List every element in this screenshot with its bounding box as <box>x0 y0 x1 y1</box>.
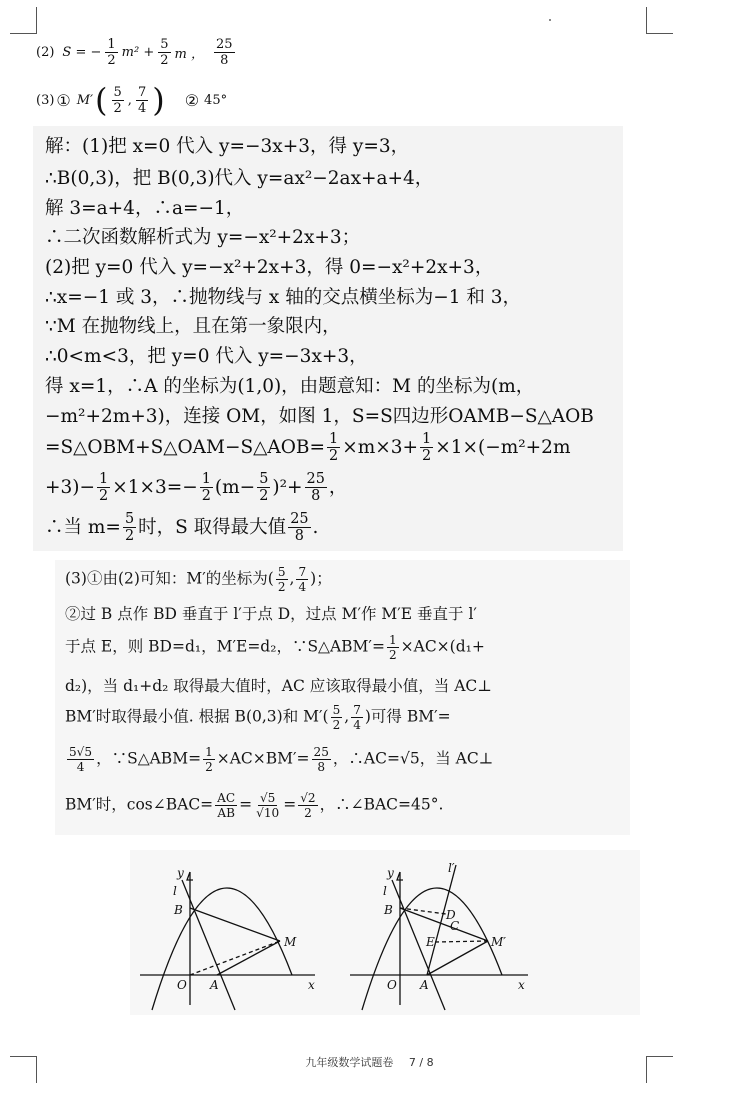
solution-line: ②过 B 点作 BD 垂直于 l′于点 D，过点 M′作 M′E 垂直于 l′ <box>65 605 477 623</box>
comma: , <box>127 92 132 108</box>
answer-2-label: (2) <box>36 45 55 60</box>
fraction: $\frac{1}{2}$ <box>205 745 213 775</box>
fig2-label-a: A <box>420 978 429 992</box>
fraction: $\frac{5}{2}$ <box>160 37 169 68</box>
figure-1-labels <box>173 866 315 992</box>
fig2-label-c: C <box>450 919 460 933</box>
fig2-label-e: E <box>426 935 435 949</box>
fraction: $\frac{√2}{2}$ <box>300 791 316 821</box>
crop-mark-top-right <box>646 7 673 34</box>
fig1-label-m: M <box>284 935 297 949</box>
fraction: $\frac{5}{2}$ <box>124 511 135 545</box>
fig1-label-l: l <box>173 884 177 898</box>
fraction: $\frac{5}{2}$ <box>277 565 286 595</box>
fraction: $\frac{7}{4}$ <box>353 703 361 733</box>
fraction: $\frac{25}{8}$ <box>313 745 329 775</box>
page-footer <box>0 1054 739 1070</box>
fraction: $\frac{25}{8}$ <box>306 471 325 505</box>
segment-am-prime <box>427 941 488 975</box>
fig1-label-o: O <box>177 978 187 992</box>
figures-svg <box>130 850 640 1015</box>
answer-3-m: M′ <box>76 92 94 108</box>
segment-bm <box>190 908 280 941</box>
fig2-label-y: y <box>387 866 394 880</box>
answer-3-angle: 45° <box>204 92 228 108</box>
fraction: $\frac{5√5}{4}$ <box>69 745 93 775</box>
circled-2: ② <box>184 90 200 110</box>
fraction: $\frac{5}{2}$ <box>332 703 341 733</box>
solution-line: +3)− $\frac{1}{2}$ ×1×3=− $\frac{1}{2}$ (m− $\frac{5}{2}$ )²+ $\frac{25}{8}$ ， <box>45 471 348 505</box>
fraction: $\frac{25}{8}$ <box>290 511 309 545</box>
solution-line: 解 3=a+4，∴a=−1， <box>45 198 245 219</box>
fraction: $\frac{√5}{√10}$ <box>256 791 280 821</box>
fig2-label-b: B <box>384 903 393 917</box>
footer-title: 九年级数学试题卷 <box>305 1056 394 1069</box>
solution-line: BM′时，cos∠BAC= $\frac{AC}{AB}$ = $\frac{√5}{√10}$ = $\frac{√2}{2}$ ，∴∠BAC=45°. <box>65 791 444 821</box>
solution-scan-2 <box>55 560 630 835</box>
fraction: $\frac{1}{2}$ <box>422 431 432 465</box>
fig2-label-m-prime: M′ <box>491 935 507 949</box>
solution-line: ∴B(0,3)，把 B(0,3)代入 y=ax²−2ax+a+4， <box>45 168 434 189</box>
fraction: $\frac{25}{8}$ <box>216 37 233 68</box>
answer-2-mid: m² + <box>121 45 155 60</box>
figures-panel <box>130 850 640 1015</box>
fig2-label-x: x <box>518 978 525 992</box>
solution-line: $\frac{5√5}{4}$ ，∵S△ABM= $\frac{1}{2}$ ×AC×BM′= $\frac{25}{8}$ ，∴AC=√5，当 AC⊥ <box>69 745 494 775</box>
segment-om <box>190 941 280 975</box>
segment-am <box>217 941 280 975</box>
fraction: $\frac{1}{2}$ <box>201 471 211 505</box>
fraction: $\frac{AC}{AB}$ <box>217 791 236 821</box>
figure-2-labels <box>383 861 525 992</box>
solution-line: 得 x=1，∴A 的坐标为(1,0)，由题意知：M 的坐标为(m， <box>45 376 535 397</box>
solution-line: 于点 E，则 BD=d₁，M′E=d₂，∵S△ABM′= $\frac{1}{2}$ ×AC×(d₁+ <box>65 633 485 663</box>
solution-line: −m²+2m+3)，连接 OM，如图 1，S=S四边形OAMB−S△AOB <box>45 406 594 427</box>
solution-line: ∴x=−1 或 3，∴抛物线与 x 轴的交点横坐标为−1 和 3， <box>45 287 522 308</box>
fraction: $\frac{7}{4}$ <box>298 565 307 595</box>
paren-left: ( <box>95 81 108 119</box>
answer-3-label: (3) <box>36 92 55 108</box>
fraction: $\frac{7}{4}$ <box>137 84 147 116</box>
solution-line: ∴0<m<3，把 y=0 代入 y=−3x+3， <box>45 346 368 367</box>
fig1-label-a: A <box>210 978 219 992</box>
solution-line: ∴二次函数解析式为 y=−x²+2x+3； <box>45 227 361 248</box>
fraction: $\frac{1}{2}$ <box>107 37 116 68</box>
segment-m-prime-e <box>435 941 488 942</box>
circled-1: ① <box>56 90 71 110</box>
footer-page: 7 / 8 <box>408 1056 434 1069</box>
solution-line: ∵M 在抛物线上，且在第一象限内， <box>45 316 341 337</box>
fig1-label-y: y <box>177 866 184 880</box>
fraction: $\frac{1}{2}$ <box>99 471 109 505</box>
solution-line: ∴当 m= $\frac{5}{2}$ 时，S 取得最大值 $\frac{25}{8}$ . <box>45 511 319 545</box>
fig2-label-l: l <box>383 884 387 898</box>
fig1-label-b: B <box>174 903 183 917</box>
solution-line: (2)把 y=0 代入 y=−x²+2x+3，得 0=−x²+2x+3， <box>45 257 494 278</box>
solution-line: d₂)，当 d₁+d₂ 取得最大值时，AC 应该取得最小值，当 AC⊥ <box>65 677 492 695</box>
solution-line: BM′时取得最小值. 根据 B(0,3)和 M′( $\frac{5}{2}$ , $\frac{7}{4}$ )可得 BM′= <box>65 703 451 733</box>
answer-part-2 <box>36 38 237 67</box>
parabola-1 <box>152 888 292 1010</box>
answer-part-3 <box>36 81 228 119</box>
solution-scan-1 <box>33 126 623 551</box>
solution-line: =S△OBM+S△OAM−S△AOB= $\frac{1}{2}$ ×m×3+ $\frac{1}{2}$ ×1×(−m²+2m <box>45 431 571 465</box>
speck <box>549 19 551 21</box>
fraction: $\frac{1}{2}$ <box>329 431 339 465</box>
fig1-label-x: x <box>308 978 315 992</box>
fraction: $\frac{5}{2}$ <box>259 471 269 505</box>
crop-mark-top-left <box>10 7 37 34</box>
parabola-2 <box>362 888 502 1010</box>
fraction: $\frac{5}{2}$ <box>113 84 122 116</box>
fig2-label-o: O <box>387 978 397 992</box>
fig2-label-d: D <box>446 908 456 922</box>
paren-right: ) <box>152 81 165 119</box>
solution-line: 解：(1)把 x=0 代入 y=−3x+3，得 y=3， <box>45 136 410 157</box>
fig2-label-l-prime: l′ <box>448 861 455 875</box>
solution-line: (3)①由(2)可知：M′的坐标为( $\frac{5}{2}$ , $\frac{7}{4}$ )； <box>65 565 332 595</box>
answer-2-s: S = − <box>62 45 102 60</box>
answer-2-end: m ， <box>174 47 204 62</box>
fraction: $\frac{1}{2}$ <box>388 633 397 663</box>
